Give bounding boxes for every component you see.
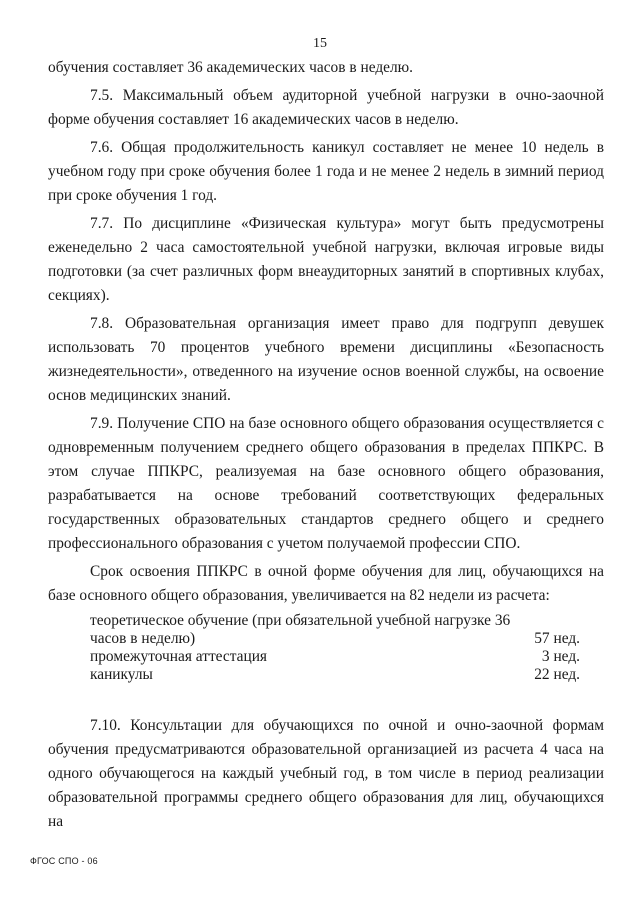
schedule-label: каникулы: [90, 666, 153, 683]
schedule-row: [90, 612, 580, 648]
paragraph-continuation: обучения составляет 36 академических часов в неделю.: [48, 59, 414, 76]
schedule-value: 57 нед.: [534, 630, 580, 647]
document-body: [48, 56, 604, 838]
schedule-label: теоретическое обучение (при обязательной учебной нагрузке 36 часов в неделю): [90, 612, 511, 647]
schedule-label: промежуточная аттестация: [90, 648, 268, 665]
paragraph-7-6: 7.6. Общая продолжительность каникул составляет не менее 10 недель в учебном году при сроке обучения более 1 года и не менее 2 недель в зимний период при сроке обучения 1 год.: [48, 139, 604, 204]
paragraph-7-10: 7.10. Консультации для обучающихся по очной и очно-заочной формам обучения предусматриваются образовательной организацией из расчета 4 часа на одного обучающегося на каждый учебный год, в том числе в период реализации образовательной программы среднего общего образования для лиц, обучающихся на: [48, 717, 604, 830]
paragraph-duration: Срок освоения ППКРС в очной форме обучения для лиц, обучающихся на базе основного общего образования, увеличивается на 82 недели из расчета:: [48, 563, 604, 604]
paragraph-7-5: 7.5. Максимальный объем аудиторной учебной нагрузки в очно-заочной форме обучения составляет 16 академических часов в неделю.: [48, 87, 604, 128]
schedule-value: 22 нед.: [534, 666, 580, 683]
paragraph-7-8: 7.8. Образовательная организация имеет право для подгрупп девушек использовать 70 процентов учебного времени дисциплины «Безопасность жизнедеятельности», отведенного на изучение основ военной службы, на освоение основ медицинских знаний.: [48, 315, 604, 404]
duration-schedule: [90, 612, 580, 684]
page-number: 15: [313, 36, 327, 51]
paragraph-7-7: 7.7. По дисциплине «Физическая культура» могут быть предусмотрены еженедельно 2 часа самостоятельной учебной нагрузки, включая игровые виды подготовки (за счет различных форм внеаудиторных занятий в спортивных клубах, секциях).: [48, 215, 604, 304]
schedule-value: 3 нед.: [541, 648, 580, 665]
schedule-row: [90, 666, 580, 684]
schedule-row: [90, 648, 580, 666]
paragraph-7-9: 7.9. Получение СПО на базе основного общего образования осуществляется с одновременным получением среднего общего образования в пределах ППКРС. В этом случае ППКРС, реализуемая на базе основного общего образования, разрабатывается на основе требований соответствующих федеральных государственных образовательных стандартов среднего общего и среднего профессионального образования с учетом получаемой профессии СПО.: [48, 415, 604, 552]
footer-standard-code: ФГОС СПО - 06: [30, 856, 98, 866]
